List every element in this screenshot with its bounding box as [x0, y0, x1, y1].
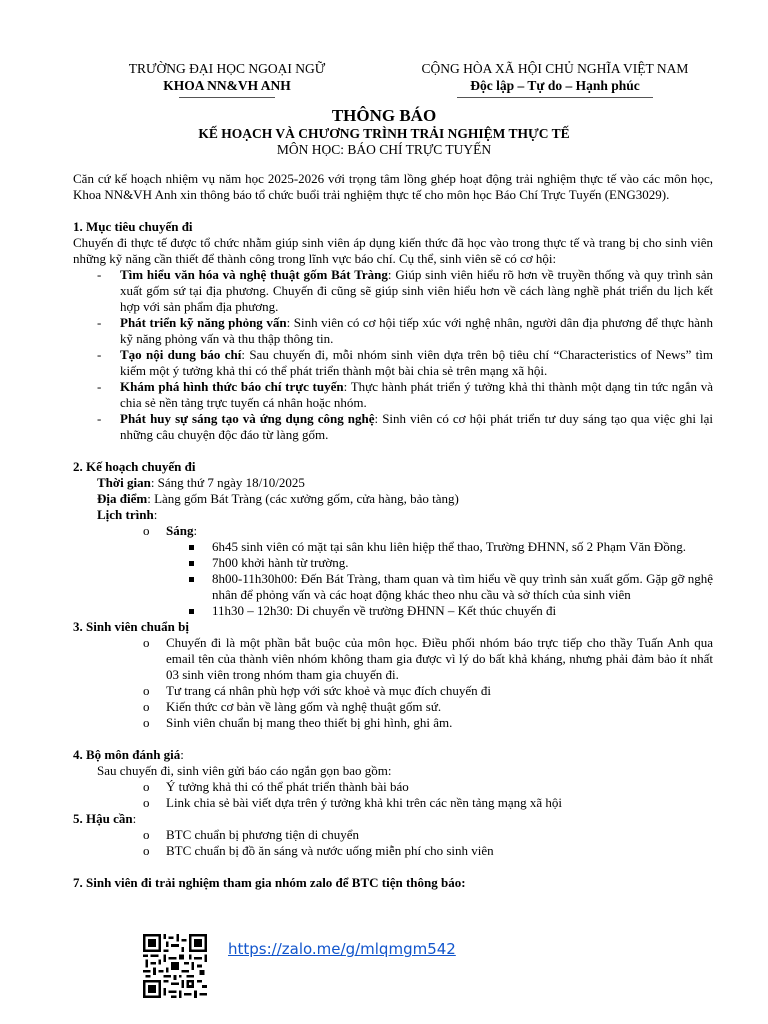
faculty-name: KHOA NN&VH ANH [163, 78, 291, 93]
schedule-colon: : [153, 507, 158, 522]
section-5-colon: : [132, 811, 137, 826]
schedule-period-list [73, 523, 713, 539]
time-value: : Sáng thứ 7 ngày 18/10/2025 [150, 475, 305, 490]
evaluation-intro: Sau chuyến đi, sinh viên gửi báo cáo ngắn gọn bao gồm: [97, 763, 392, 778]
qr-code-icon[interactable] [143, 934, 207, 998]
evaluation-list [73, 779, 713, 811]
item-title: Tạo nội dung báo chí [120, 347, 242, 362]
trip-time [73, 475, 713, 491]
zalo-group-link[interactable]: https://zalo.me/g/mlqmgm542 [228, 940, 456, 958]
list-item: o Chuyến đi là một phần bắt buộc của môn học. Điều phối nhóm báo trực tiếp cho thầy Tuấn Anh qua email tên của thành viên nhóm không tham gia được vì lý do bất khả kháng, nhưng phải đảm bảo ít nhất 03 sinh viên trong nhóm tham gia chuyến đi. [73, 635, 713, 683]
item-title: Phát triển kỹ năng phỏng vấn [120, 315, 287, 330]
header-underline-right [457, 97, 653, 98]
item-text: : Thực hành phát triển ý tưởng khả thi thành một dạng tin tức ngắn và chia sẻ nền tảng trực tuyến cá nhân hoặc nhóm. [120, 379, 714, 410]
list-item: o BTC chuẩn bị đồ ăn sáng và nước uống miễn phí cho sinh viên [73, 843, 713, 859]
header-underline-left [179, 97, 275, 98]
section-3-heading: 3. Sinh viên chuẩn bị [73, 619, 189, 634]
item-text: : Sinh viên có cơ hội tiếp xúc với nghệ nhân, người dân địa phương để thực hành kỹ năng phỏng vấn và thu thập thông tin. [120, 315, 713, 346]
section-2-heading: 2. Kế hoạch chuyến đi [73, 459, 196, 474]
national-header [400, 60, 710, 98]
section-1-heading: 1. Mục tiêu chuyến đi [73, 219, 193, 234]
place-value: : Làng gốm Bát Tràng (các xưởng gốm, cửa hàng, bảo tàng) [147, 491, 459, 506]
preparation-list [73, 635, 713, 731]
course-name: MÔN HỌC: BÁO CHÍ TRỰC TUYẾN [276, 142, 492, 157]
document-titles [60, 105, 708, 158]
morning-label: Sáng [166, 523, 194, 538]
place-label: Địa điểm [97, 491, 148, 506]
morning-colon: : [193, 523, 198, 538]
list-item: 6h45 sinh viên có mặt tại sân khu liên hiệp thể thao, Trường ĐHNN, số 2 Phạm Văn Đồng. [73, 539, 713, 555]
item-text: : Sinh viên có cơ hội phát triển tư duy sáng tạo qua việc ghi lại những câu chuyện độc đáo từ làng gốm. [120, 411, 714, 442]
document-title: THÔNG BÁO [331, 106, 437, 125]
trip-schedule [73, 507, 713, 523]
item-title: Phát huy sự sáng tạo và ứng dụng công nghệ [120, 411, 375, 426]
school-header [104, 60, 350, 98]
section-5-heading: 5. Hậu cần [73, 811, 133, 826]
section-1-intro: Chuyến đi thực tế được tổ chức nhằm giúp sinh viên áp dụng kiến thức đã học vào trong thực tế và trang bị cho sinh viên những kỹ năng cần thiết để thành công trong lĩnh vực báo chí. Cụ thể, sinh viên sẽ có cơ hội: [73, 235, 713, 266]
list-item: o Kiến thức cơ bản về làng gốm và nghệ thuật gốm sứ. [73, 699, 713, 715]
intro-paragraph: Căn cứ kế hoạch nhiệm vụ năm học 2025-2026 với trọng tâm lồng ghép hoạt động trải nghiệm thực tế vào các môn học, Khoa NN&VH Anh xin thông báo tổ chức buổi trải nghiệm thực tế cho môn học Báo Chí Trực Tuyến (ENG3029). [73, 171, 713, 202]
national-motto: Độc lập – Tự do – Hạnh phúc [470, 78, 640, 93]
schedule-list [73, 539, 713, 619]
country-name: CỘNG HÒA XÃ HỘI CHỦ NGHĨA VIỆT NAM [421, 61, 689, 76]
list-item [73, 411, 713, 443]
list-item: 11h30 – 12h30: Di chuyển về trường ĐHNN – Kết thúc chuyến đi [73, 603, 713, 619]
list-item: o Sinh viên chuẩn bị mang theo thiết bị ghi hình, ghi âm. [73, 715, 713, 731]
document-subtitle: KẾ HOẠCH VÀ CHƯƠNG TRÌNH TRẢI NGHIỆM THỰC TẾ [198, 126, 570, 141]
section-4-colon: : [180, 747, 184, 762]
item-title: Tìm hiểu văn hóa và nghệ thuật gốm Bát Tràng [120, 267, 388, 282]
objectives-list [73, 267, 713, 443]
list-item [73, 347, 713, 379]
schedule-label: Lịch trình [97, 507, 154, 522]
section-4-heading: 4. Bộ môn đánh giá [73, 747, 181, 762]
list-item [73, 379, 713, 411]
list-item [73, 315, 713, 347]
list-item: o Link chia sẻ bài viết dựa trên ý tưởng khả khi trên các nền tảng mạng xã hội [73, 795, 713, 811]
item-text: : Giúp sinh viên hiểu rõ hơn về truyền thống và quy trình sản xuất gốm sứ tại địa phương. Chuyến đi cũng sẽ giúp sinh viên hiểu hơn về cách làng nghề phát triển du lịch kết hợp với sản phẩm địa phương. [120, 267, 714, 314]
list-item: 8h00-11h30h00: Đến Bát Tràng, tham quan và tìm hiểu về quy trình sản xuất gốm. Gặp gỡ nghệ nhân để phỏng vấn và các hoạt động khác theo nhu cầu và sở thích của sinh viên [73, 571, 713, 603]
section-4-heading-line [73, 747, 713, 763]
trip-place [73, 491, 713, 507]
list-item: o Tư trang cá nhân phù hợp với sức khoẻ và mục đích chuyến đi [73, 683, 713, 699]
list-item [73, 523, 713, 539]
list-item [73, 267, 713, 315]
list-item: o Ý tưởng khả thi có thể phát triển thành bài báo [73, 779, 713, 795]
list-item: 7h00 khởi hành từ trường. [73, 555, 713, 571]
item-text: : Sau chuyến đi, mỗi nhóm sinh viên dựa trên bộ tiêu chí “Characteristics of News” tìm kiếm một ý tưởng khả thi có thể phát triển thành một bài chia sẻ trên mạng xã hội. [120, 347, 714, 378]
item-title: Khám phá hình thức báo chí trực tuyến [120, 379, 344, 394]
logistics-list [73, 827, 713, 859]
document-body [73, 171, 713, 891]
section-5-heading-line [73, 811, 713, 827]
school-name: TRƯỜNG ĐẠI HỌC NGOẠI NGỮ [128, 61, 326, 76]
section-7-heading: 7. Sinh viên đi trải nghiệm tham gia nhóm zalo để BTC tiện thông báo: [73, 875, 466, 890]
time-label: Thời gian [97, 475, 151, 490]
list-item: o BTC chuẩn bị phương tiện di chuyển [73, 827, 713, 843]
